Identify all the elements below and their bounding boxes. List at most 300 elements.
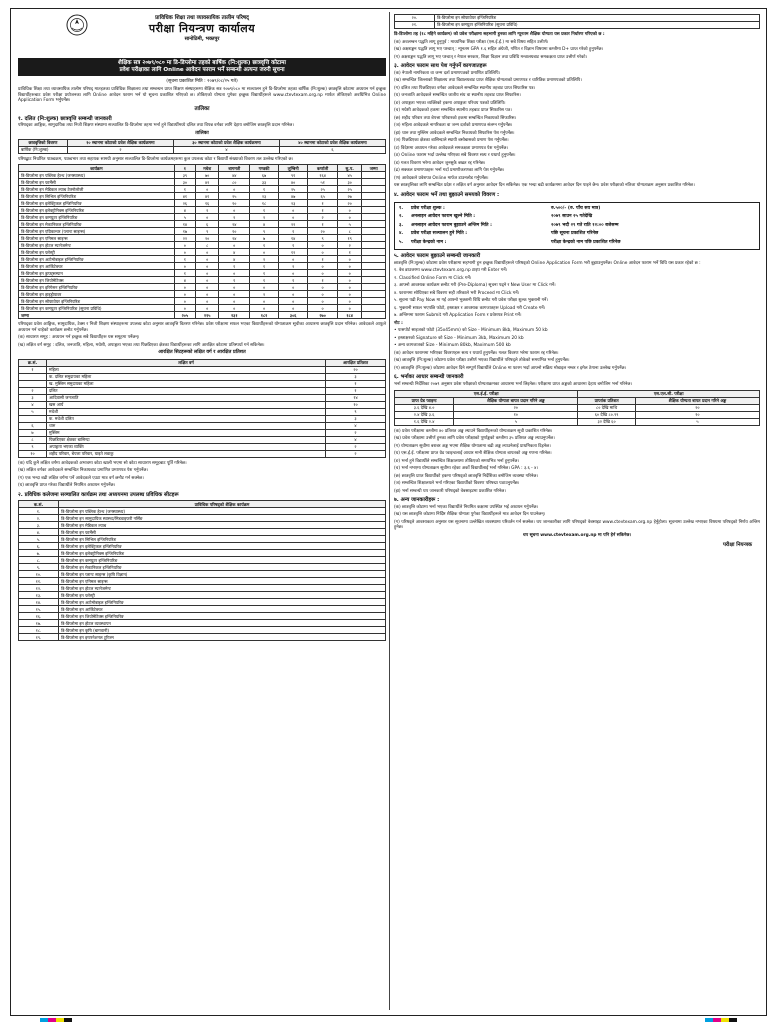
table-cell: ८ — [195, 242, 219, 249]
grade-points-table — [394, 390, 760, 426]
table-cell: डि-डिप्लोमा इन आर्किटेक्चर — [19, 263, 175, 270]
table-cell: ४७ — [279, 193, 308, 200]
table-row — [19, 263, 386, 270]
table-cell: ० — [337, 270, 361, 277]
grade-sub-0: प्राप्त ग्रेड प्वाइन्ट — [395, 397, 454, 404]
table-row — [19, 249, 386, 256]
table-cell — [362, 270, 386, 277]
nepal-emblem-icon — [66, 14, 88, 36]
table-cell: ५१ — [308, 179, 338, 186]
table-row — [19, 179, 386, 186]
table-cell: ० — [174, 298, 195, 305]
schedule-value: परीक्षा केन्द्रको नाम पछि प्रकाशित गरिनेछ — [551, 239, 621, 245]
table-cell: २० — [195, 235, 219, 242]
intro-paragraph: प्राविधिक शिक्षा तथा व्यावसायिक तालीम परिषद् मातहतका प्राविधिक शिक्षालय तथा सम्बन्धन प्राप्त शिक्षण संस्थाहरूमा शैक्षिक सत्र २०७९/०८० मा सञ्चालन हुने डि-डिप्लोमा तहका बार्षिक (नि:शुल्क) छात्रवृत्ति कोटामा अध्ययन गर्न इच्छुक विद्यार्थीहरूबाट प्रवेश परीक्षा प्रयोजनका लागि Online आवेदन फाराम भर्न यो सूचना प्रकाशित गरिएको छ। तोकिएको योग्यता पुगेका इच्छुक विद्यार्थीहरूले www.ctevtexam.org.np मार्फत तोकिएको अवधिभित्र Online Application Form भर्नुपर्नेछ। — [18, 87, 386, 104]
section5-title: ४. आवेदन फाराम भर्ने तथा बुझाउने समयको विवरण : — [394, 191, 500, 198]
table-cell: २ — [326, 429, 386, 436]
table-row — [19, 394, 386, 401]
table-cell: डि-डिप्लोमा इन आर्किटेक्चर — [59, 606, 386, 613]
table-cell: ९ — [250, 228, 279, 235]
table-cell: ७० — [195, 172, 219, 179]
left-column — [18, 12, 386, 644]
table-cell: डि-डिप्लोमा इन होटल म्यानेजमेन्ट — [59, 585, 386, 592]
table-cell: ३. — [19, 522, 59, 529]
reserve-note: (ख) लक्षित वर्गका आवेदकले सम्बन्धित निकायबाट प्रमाणित प्रमाणपत्र पेश गर्नुपर्नेछ। — [18, 468, 148, 474]
table-cell: ० — [337, 214, 361, 221]
table-cell: १० — [454, 411, 578, 418]
table-cell: ० — [337, 284, 361, 291]
table-cell: ४२ — [195, 179, 219, 186]
table-cell: १० — [219, 200, 250, 207]
table-cell: ३२ देखि ६० — [578, 418, 635, 425]
quota-head-1: १० स्थानमा कोटाको प्रवेश शैक्षिक कार्यक्रममा — [67, 139, 173, 146]
grade-sub-3: शैक्षिक योग्यता बापत प्रदान गरिने अङ्क — [635, 397, 759, 404]
reserve-head-2: आरक्षित प्रतिशत — [326, 359, 386, 366]
table-cell: ३ — [326, 373, 386, 380]
table-cell: ६ — [195, 221, 219, 228]
quota-head-3: ४० स्थानमा कोटाको प्रवेश शैक्षिक कार्यक्रममा — [279, 139, 385, 146]
table-cell: ३९ — [174, 172, 195, 179]
total-cell — [362, 312, 386, 319]
table-row — [19, 291, 386, 298]
table-cell — [362, 235, 386, 242]
table-row — [19, 298, 386, 305]
application-step: ४. फाराममा सोधिएका सबै विवरण सही तरिकाले भरी Proceed मा Click गर्ने। — [394, 290, 520, 296]
section1-title: १. दलित (नि:शुल्क) छात्रवृत्ति सम्बन्धी जानकारी — [18, 115, 112, 122]
programs-list-table-continued — [394, 14, 760, 29]
table-row — [19, 242, 386, 249]
table-row — [19, 620, 386, 627]
table-cell: ० — [174, 284, 195, 291]
other-info-item: (क) छात्रवृत्ति कोटामा भर्ना भएका विद्यार्थीले नियमित कक्षामा उपस्थित भई अध्ययन गर्नुपर्नेछ। — [394, 504, 539, 510]
application-step: ३. आफ्नो आवश्यक कार्यक्रम छनौट गरी (Pre-Diploma) सूचना पढ्ने र New User मा Click गर्ने। — [394, 283, 556, 289]
table-cell: ३ — [326, 415, 386, 422]
table-row — [19, 613, 386, 620]
table-cell: ८० देखि माथि — [578, 404, 635, 411]
table-cell: डि-डिप्लोमा इन सामुदायिक स्वास्थ्य/मिडवाइफरी नर्सिङ — [59, 515, 386, 522]
table-cell: २१. — [395, 22, 435, 29]
table-cell: १० — [219, 228, 250, 235]
table-cell: १ — [308, 207, 338, 214]
application-step: ५. सूचना पढी Pay Now मा गई आफ्नो भुक्तानी विधि छनौट गरी प्रवेश परीक्षा शुल्क भुक्तानी गर्ने। — [394, 298, 549, 304]
table-cell: ८० — [219, 179, 250, 186]
table-cell: ५ — [19, 408, 47, 415]
programs-head-cell: कार्यक्रम — [19, 165, 175, 172]
total-cell: जम्मा — [19, 312, 175, 319]
table-row — [395, 418, 760, 425]
table-cell — [362, 291, 386, 298]
table-cell: डि-डिप्लोमा इन इलेक्ट्रोनिक्स इन्जिनियरिङ — [59, 550, 386, 557]
quota-cell: ४ — [173, 146, 279, 153]
document-item: (ठ) Online फाराम भर्दा उल्लेख गरिएका सबै विवरण सत्य र यथार्थ हुनुपर्नेछ। — [394, 153, 516, 159]
org-title: परीक्षा नियन्त्रण कार्यालय — [148, 21, 256, 35]
table-cell: अपाङ्गता भएका व्यक्ति — [47, 443, 326, 450]
org-line1: प्राविधिक शिक्षा तथा व्यावसायिक तालीम परिषद् — [155, 15, 249, 21]
table-cell: १ — [174, 256, 195, 263]
table-row — [19, 585, 386, 592]
document-item: (ड) गलत विवरण भरेमा आवेदन जुनसुकै बखत रद्द गरिनेछ। — [394, 160, 486, 166]
table-cell: ० — [195, 263, 219, 270]
table-cell: ८. — [19, 557, 59, 564]
table-cell: ० — [337, 263, 361, 270]
programs-head-cell: सु.प. — [337, 165, 361, 172]
grade-head-slc: एस.एल.सी. परीक्षा — [578, 390, 760, 397]
schedule-key: अनलाइन आवेदन फाराम बुझाउने अन्तिम मिति : — [411, 222, 492, 228]
table-cell: डि-डिप्लोमा इन जियोमेटिक्स इन्जिनियरिङ — [59, 613, 386, 620]
table-cell: ० — [174, 291, 195, 298]
table-cell: डि-डिप्लोमा इन हाइड्रोपावर — [19, 291, 175, 298]
other-info-list — [394, 505, 760, 531]
table-cell — [19, 415, 47, 422]
table-cell: डि-डिप्लोमा इन इलेक्ट्रिकल इन्जिनियरिङ — [19, 200, 175, 207]
table-cell: २५ — [337, 186, 361, 193]
table-cell: २३ — [279, 200, 308, 207]
table-cell: ४ — [174, 207, 195, 214]
schedule-num: २. — [399, 214, 404, 220]
notice-banner — [18, 58, 386, 76]
table-row — [19, 373, 386, 380]
table-cell: १ — [174, 270, 195, 277]
table-cell: डि-डिप्लोमा इन फरेस्ट्री — [19, 249, 175, 256]
table-row — [395, 15, 760, 22]
table-cell: ० — [195, 249, 219, 256]
table-cell — [362, 193, 386, 200]
section7-point: (छ) छात्रवृत्ति प्राप्त विद्यार्थीको हकमा परिषद्को छात्रवृत्ति निर्देशिका बमोजिम व्यवस्था गरिनेछ। — [394, 473, 538, 479]
table-cell: ४१ — [195, 193, 219, 200]
table-row — [19, 550, 386, 557]
table-row — [19, 571, 386, 578]
table-cell: ० — [308, 305, 338, 312]
table-cell: २ — [19, 387, 47, 394]
table-row — [19, 387, 386, 394]
eligibility-list — [394, 40, 760, 61]
table-cell: १. — [19, 508, 59, 515]
table-cell: ० — [219, 305, 250, 312]
schedule-num: ४. — [399, 231, 404, 237]
notice-header — [18, 12, 386, 56]
table-cell: ० — [337, 207, 361, 214]
table-cell: १ — [326, 387, 386, 394]
table-row — [19, 256, 386, 263]
table-cell: ० — [279, 256, 308, 263]
table-cell: १ — [279, 242, 308, 249]
total-cell: २३१ — [219, 312, 250, 319]
table-cell: १० — [635, 411, 759, 418]
table-cell: ८ — [19, 436, 47, 443]
table-row — [19, 450, 386, 457]
table-cell: ० — [250, 298, 279, 305]
document-item: (छ) शहीद परिवार तथा बेपत्ता परिवारको हकमा सम्बन्धित निकायको सिफारिस। — [394, 115, 517, 121]
table-cell: १९ — [337, 235, 361, 242]
table-cell: ५. — [19, 536, 59, 543]
table-row — [19, 193, 386, 200]
table-row — [19, 200, 386, 207]
application-step: २. Classified Online Form मा Click गर्ने। — [394, 275, 472, 281]
table-row — [19, 515, 386, 522]
table-cell: ४ — [326, 436, 386, 443]
table-cell: ख. मुस्लिम समुदायका महिला — [47, 380, 326, 387]
eligibility-item: (क) अवलम्बन पद्धति लागू हुनुपूर्व : माध्यमिक शिक्षा परीक्षा (एस.ई.ई.) मा सबै विषय सहित उत्तीर्ण। — [394, 39, 549, 45]
table-cell: १ — [250, 186, 279, 193]
table-cell: १ — [337, 249, 361, 256]
table-cell: १ — [279, 277, 308, 284]
table-cell: ५ — [635, 418, 759, 425]
table-row — [19, 380, 386, 387]
table-cell: ० — [250, 305, 279, 312]
table-cell: थारु — [47, 422, 326, 429]
org-address: सानोठिमी, भक्तपुर — [184, 35, 220, 42]
intro-table-label: तालिका — [194, 105, 210, 112]
table-cell: डि-डिप्लोमा इन कम्प्युटर इन्जिनियरिङ (सूचना प्रविधि) — [435, 22, 760, 29]
table-row — [19, 522, 386, 529]
table-row — [395, 411, 760, 418]
section7-more — [394, 429, 760, 495]
section2-point-a: (क) साधारण समूह : अध्ययन गर्न इच्छुक सबै विद्यार्थीहरू यस समूहमा पर्नेछन्। — [18, 335, 140, 341]
table-cell: मधेशी — [47, 408, 326, 415]
table-cell: १ — [308, 256, 338, 263]
table-cell: ३.६ देखि ४.० — [395, 404, 454, 411]
table-row — [19, 186, 386, 193]
section2-point-b: (ख) लक्षित वर्ग समूह : दलित, जनजाति, महिला, मधेशी, अपाङ्गता भएका तथा पिछडिएका क्षेत्रका विद्यार्थीहरूका लागि आरक्षित कोटामा प्रतिस्पर्धा गर्न सकिनेछ। — [18, 342, 265, 348]
table-cell: ४४ — [219, 172, 250, 179]
document-item: (ढ) सक्कल प्रमाणपत्रहरू भर्ना गर्दा प्रमाणीकरणका लागि पेश गर्नुपर्नेछ। — [394, 168, 505, 174]
table-cell: ४ — [219, 256, 250, 263]
table-cell: डि-डिप्लोमा इन फार्मेसी — [19, 179, 175, 186]
table-cell: ३० — [337, 179, 361, 186]
table-cell: ० — [279, 270, 308, 277]
table-cell: १ — [308, 221, 338, 228]
table-cell: ० — [308, 284, 338, 291]
grade-head-see: एस.ई.ई. परीक्षा — [395, 390, 578, 397]
table-cell: डि-डिप्लोमा इन पब्लिक हेल्थ (जनस्वास्थ्य) — [59, 508, 386, 515]
table-cell — [362, 221, 386, 228]
table-cell: १ — [219, 263, 250, 270]
table-cell: १ — [250, 277, 279, 284]
print-color-bar-right — [705, 1018, 737, 1022]
table-cell: ३३ — [250, 179, 279, 186]
table-cell: १ — [250, 263, 279, 270]
table-cell — [362, 298, 386, 305]
table-cell: १ — [308, 200, 338, 207]
section6-point: (ग) छात्रवृत्ति (नि:शुल्क) कोटामा आवेदन दिने सम्पूर्ण विद्यार्थीले Online मा फारम भर्दा आफ्नो सक्रिय मोबाइल नम्बर र इमेल ठेगाना उल्लेख गर्नुपर्नेछ। — [394, 365, 627, 371]
table-cell — [19, 380, 47, 387]
document-item: (क) नेपाली नागरिकता वा जन्म दर्ता प्रमाणपत्रको प्रमाणित प्रतिलिपि। — [394, 70, 501, 76]
table-cell: ० — [308, 270, 338, 277]
document-item: (ख) सम्बन्धित जिल्लाको शिक्षालय तथा विद्यालयबाट प्राप्त शैक्षिक योग्यताको प्रमाणपत्र र चारित्रिक प्रमाणपत्रको प्रतिलिपि। — [394, 78, 582, 84]
table-cell: ६७ — [250, 172, 279, 179]
schedule-row — [399, 222, 755, 231]
table-cell — [362, 200, 386, 207]
document-item: (ट) विदेशमा अध्ययन गरेका आवेदकले समकक्षता प्रमाणपत्र पेश गर्नुपर्नेछ। — [394, 145, 509, 151]
table-cell: १.६ देखि २.४ — [395, 418, 454, 425]
section7-point: (झ) भर्ना सम्बन्धी थप जानकारी परिषद्को वेबसाइटमा प्रकाशित गरिनेछ। — [394, 488, 506, 494]
table-cell: ० — [337, 298, 361, 305]
table-cell: १६ — [195, 200, 219, 207]
table-row — [19, 221, 386, 228]
table-cell: डि-डिप्लोमा इन प्लान्ट साइन्स (कृषि विज्ञान) — [59, 571, 386, 578]
program-list-head-1: प्राविधिक परिषद्को शैक्षिक कार्यक्रम — [59, 501, 386, 508]
table-cell — [19, 373, 47, 380]
table-row — [19, 508, 386, 515]
programs-head-cell: कर्णाली — [308, 165, 338, 172]
table-cell: ० — [279, 207, 308, 214]
table-cell: २ — [219, 214, 250, 221]
table-cell: ० — [195, 186, 219, 193]
table-cell: ९ — [19, 443, 47, 450]
table-row — [19, 172, 386, 179]
table-cell — [362, 214, 386, 221]
table-cell: डि-डिप्लोमा इन एग्रिकल्चर (प्लान्ट साइन्स) — [19, 228, 175, 235]
schedule-value: पछि सूचना प्रकाशित गरिनेछ — [551, 231, 599, 237]
eligibility-intro: डि-डिप्लोमा तह (१८ महिने कार्यक्रम) को प्रवेश परीक्षामा सहभागी हुनका लागि न्यूनतम शैक्षिक योग्यता यस प्रकार निर्धारण गरिएको छ : — [394, 32, 605, 37]
table-cell: ० — [195, 277, 219, 284]
table-cell: खस आर्य — [47, 401, 326, 408]
table-cell: डि-डिप्लोमा इन मेडिकल ल्याब टेक्नोलोजी — [19, 186, 175, 193]
table-cell: १६. — [19, 613, 59, 620]
table-cell: डि-डिप्लोमा इन सिभिल इन्जिनियरिङ — [19, 193, 175, 200]
table-row — [19, 401, 386, 408]
other-info-item: (ख) यस छात्रवृत्ति कोटामा निर्दिष्ट शैक्षिक योग्यता पुगेका विद्यार्थीहरूले मात्र आवेदन दिन पाउनेछन्। — [394, 512, 546, 518]
quota-cell: ६ — [279, 146, 385, 153]
column-divider — [389, 12, 390, 1010]
table-cell: ९ — [326, 408, 386, 415]
table-cell: ७ — [250, 235, 279, 242]
section7-point: (ग) योग्यताक्रम सूचीमा बराबर अङ्क भएमा शैक्षिक योग्यतामा बढी अङ्क ल्याउनेलाई प्राथमिकता दिइनेछ। — [394, 443, 551, 449]
reserved-seats-table — [18, 359, 386, 458]
schedule-num: ३. — [399, 222, 404, 228]
programs-head-cell: जम्मा — [362, 165, 386, 172]
table-row — [19, 599, 386, 606]
table-cell: २० — [326, 366, 386, 373]
table-cell: आदिवासी जनजाति — [47, 394, 326, 401]
document-item: (घ) जनजाति आवेदकले सम्बन्धित जातीय संघ वा स्थानीय तहबाट प्राप्त सिफारिस। — [394, 93, 521, 99]
table-cell: ० — [219, 186, 250, 193]
section6-text: छात्रवृत्ति (नि:शुल्क) कोटामा प्रवेश परीक्षामा सहभागी हुन इच्छुक विद्यार्थीहरूले परिषद्को Online Application Form भरी बुझाउनुपर्नेछ। Online आवेदन फाराम भर्ने विधि यस प्रकार रहेको छ : — [394, 260, 701, 266]
table-cell: २७ — [337, 193, 361, 200]
table-cell: ४ — [19, 401, 47, 408]
table-cell: १४ — [326, 394, 386, 401]
table-cell: २ — [279, 263, 308, 270]
table-cell: ४. — [19, 529, 59, 536]
section7-point: (च) भर्ना नभएमा योग्यताक्रम सूचीमा रहेका अर्को विद्यार्थीलाई भर्ना गरिनेछ। GPA : ३.६ - ४। — [394, 466, 538, 472]
table-cell: डि-डिप्लोमा इन सोफ्टवेयर इन्जिनियरिङ — [19, 298, 175, 305]
table-cell: ० — [337, 305, 361, 312]
document-item: (च) मधेशी आवेदकको हकमा सम्बन्धित स्थानीय तहबाट प्राप्त सिफारिस पत्र। — [394, 108, 512, 114]
table-row — [19, 284, 386, 291]
table-cell: २२ — [279, 221, 308, 228]
table-cell: शहीद परिवार, बेपत्ता परिवार, घाइते लडाकु — [47, 450, 326, 457]
table-cell: १२. — [19, 585, 59, 592]
table-cell: ० — [219, 284, 250, 291]
table-cell: पिछडिएका क्षेत्रका बासिन्दा — [47, 436, 326, 443]
table-cell: डि-डिप्लोमा इन अटोमोबाइल इन्जिनियरिङ — [59, 599, 386, 606]
table-cell: ० — [279, 214, 308, 221]
schedule-value: २०७९ साउन २५ गतेदेखि — [551, 214, 593, 220]
total-cell: २१५ — [195, 312, 219, 319]
table-cell — [362, 277, 386, 284]
section7-point: (ज) सम्बन्धित शिक्षालयले भर्ना गरिएका विद्यार्थीको विवरण परिषद्मा पठाउनुपर्नेछ। — [394, 481, 520, 487]
table-row — [19, 592, 386, 599]
table-cell — [362, 207, 386, 214]
table-cell: क. दलित समुदायका महिला — [47, 373, 326, 380]
table-total-row — [19, 312, 386, 319]
section1-table-caption: तालिका — [195, 130, 209, 136]
table-row — [19, 415, 386, 422]
table-cell: १ — [250, 207, 279, 214]
table-cell: ० — [219, 298, 250, 305]
table-cell: डि-डिप्लोमा इन फरेस्ट्री — [59, 592, 386, 599]
total-cell: २०५ — [174, 312, 195, 319]
schedule-row — [399, 205, 755, 214]
table-cell: २ — [326, 443, 386, 450]
table-cell: ० — [308, 242, 338, 249]
table-row — [19, 214, 386, 221]
reserve-notes — [18, 461, 386, 489]
programs-intro: परिषद्बाट निर्धारित पाठ्यक्रम, पाठ्यभार तथा सहायक सामग्री अनुसार सञ्चालित डि-डिप्लोमा कार्यक्रमहरूमा कुल उपलब्ध कोटा र विद्यार्थी संख्याको विवरण तल उल्लेख गरिएको छ। — [18, 156, 294, 162]
table-cell: ४ — [326, 422, 386, 429]
table-cell — [362, 284, 386, 291]
schedule-row — [399, 230, 755, 239]
programs-quota-table — [18, 164, 386, 319]
table-cell: ३ — [19, 394, 47, 401]
table-cell: ० — [308, 249, 338, 256]
eligibility-item: (ग) अक्षराङ्कन पद्धति लागू भए पश्चात् र नेपाल सरकार, शिक्षा विज्ञान तथा प्रविधि मन्त्रालयबाट समकक्षता प्राप्त उत्तीर्ण गरेको। — [394, 54, 588, 60]
table-cell: १ — [308, 277, 338, 284]
table-cell: २५ — [219, 193, 250, 200]
table-cell: ६ — [19, 422, 47, 429]
table-row — [19, 606, 386, 613]
table-row — [19, 408, 386, 415]
table-cell: मुस्लिम — [47, 429, 326, 436]
table-cell: डि-डिप्लोमा इन पब्लिक हेल्थ (जनस्वास्थ्य) — [19, 172, 175, 179]
table-cell: २५ — [308, 186, 338, 193]
table-cell: २ — [250, 256, 279, 263]
table-cell: महिला — [47, 366, 326, 373]
table-cell: ० — [250, 249, 279, 256]
table-cell: २ — [308, 214, 338, 221]
table-cell — [362, 263, 386, 270]
table-row — [19, 543, 386, 550]
print-color-bar-left — [40, 1018, 72, 1022]
table-cell: ५ — [174, 214, 195, 221]
schedule-num: ५. — [399, 239, 404, 245]
table-cell: २० — [337, 200, 361, 207]
table-cell: २४ — [219, 221, 250, 228]
table-cell — [362, 179, 386, 186]
table-row — [19, 270, 386, 277]
schedule-value: २०७९ भदौ २९ गते राति १२:०० बजेसम्म — [551, 222, 619, 228]
quota-cell: बार्षिक (नि:शुल्क) — [19, 146, 68, 153]
table-cell: ० — [308, 291, 338, 298]
table-row — [19, 235, 386, 242]
table-row — [19, 564, 386, 571]
table-cell: ९ — [195, 228, 219, 235]
table-cell: १ — [174, 186, 195, 193]
table-row — [19, 557, 386, 564]
section1-text: परिषद्का आङ्गिक, सामुदायिक तथा निजी शिक्षण संस्थामा सञ्चालित डि-डिप्लोमा तहमा भर्ना हुने विद्यार्थीमध्ये दलित तथा विपन्न वर्गका लागि देहाय बमोजिम छात्रवृत्ति प्रदान गरिनेछ। — [18, 123, 294, 129]
application-step: १. वेब ब्राउजरमा www.ctevtexam.org.np टाइप गरी Enter गर्ने। — [394, 268, 508, 274]
table-cell: दलित — [47, 387, 326, 394]
table-cell: ० — [195, 305, 219, 312]
table-cell: २६ — [174, 200, 195, 207]
table-cell: २० — [308, 228, 338, 235]
signature: परीक्षा नियन्त्रक — [722, 542, 752, 549]
table-cell: ० — [279, 305, 308, 312]
section6-title: ५. आवेदन फाराम बुझाउने सम्बन्धी जानकारी — [394, 253, 481, 260]
table-cell: डि-डिप्लोमा इन इरिगेसन इन्जिनियरिङ — [19, 284, 175, 291]
table-cell: ० — [195, 284, 219, 291]
table-cell: २२ — [174, 235, 195, 242]
